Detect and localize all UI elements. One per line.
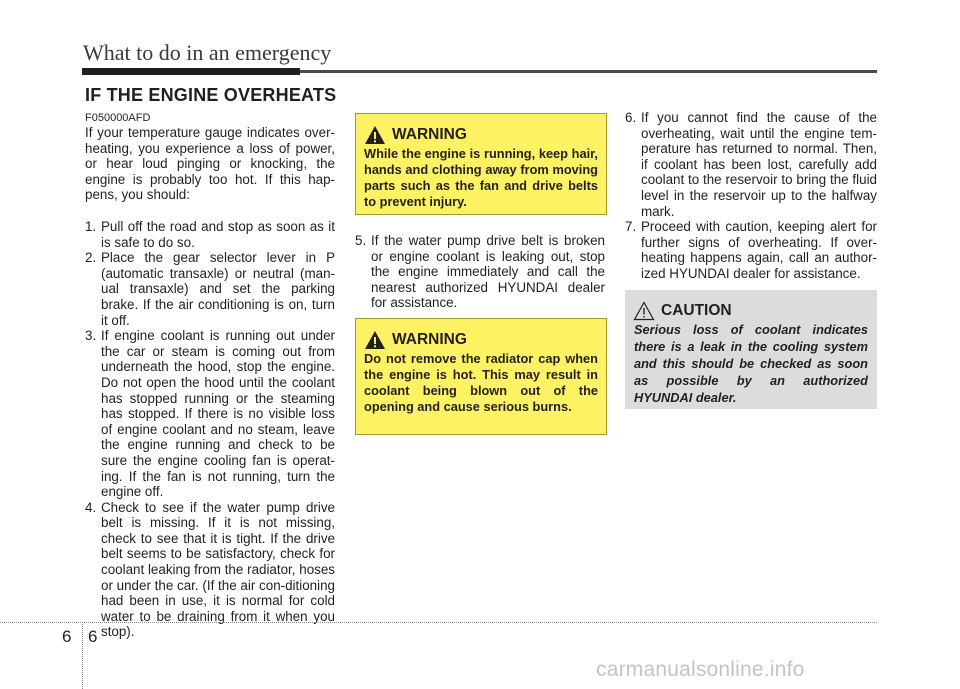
- caution-box: [625, 290, 877, 409]
- page-number: 6: [88, 627, 98, 646]
- steps-list-column-3: [625, 110, 877, 282]
- warning-header: [364, 124, 467, 146]
- step-number: 6.: [625, 110, 637, 125]
- warning-triangle-icon: [364, 125, 386, 145]
- step-number: 4.: [85, 499, 97, 515]
- step-text: Proceed with caution, keeping alert for further signs of overheating. If over-heating happens again, call an author-ized HYUNDAI dealer for assistance.: [641, 219, 877, 281]
- list-item: [85, 219, 335, 250]
- step-number: 3.: [85, 328, 97, 344]
- footer-rule: [0, 622, 877, 624]
- footer-divider: [82, 622, 84, 689]
- step-text: If engine coolant is running out under the car or steam is coming out from underneath the hood, stop the engine. Do not open the hood until the coolant has stopped running or the steaming has stopped. If there is no visible loss of engine coolant and no steam, leave the engine running and check to be sure the engine cooling fan is operat-ing. If the fan is not running, turn the engine off.: [101, 328, 335, 500]
- step-text: If the water pump drive belt is broken or engine coolant is leaking out, stop the engine immediately and call the nearest authorized HYUNDAI dealer for assistance.: [371, 233, 605, 311]
- list-item: [85, 328, 335, 500]
- caution-triangle-icon: [633, 301, 655, 321]
- step-text: Place the gear selector lever in P (automatic transaxle) or neutral (man-ual transaxle) and set the parking brake. If the air conditioning is on, turn it off.: [101, 250, 335, 328]
- caution-text: Serious loss of coolant indicates there is a leak in the cooling system and this should be checked as soon as possible by an authorized HYUNDAI dealer.: [634, 322, 868, 405]
- warning-box-radiator-cap: [355, 318, 607, 435]
- list-item: [625, 219, 877, 281]
- header-rule: [82, 70, 877, 73]
- step-text: Check to see if the water pump drive belt is missing. If it is not missing, check to see that it is tight. If the drive belt seems to be satisfactory, check for coolant leaking from the radiator, hoses or under the car. (If the air con-ditioning had been in use, it is normal for cold water to be draining from it when you stop).: [101, 499, 335, 640]
- warning-header: [364, 329, 467, 351]
- chapter-title: What to do in an emergency: [83, 40, 332, 65]
- list-item: [85, 500, 335, 640]
- intro-paragraph: If your temperature gauge indicates over-heating, you experience a loss of power, or hear loud pinging or knocking, the engine is probably too hot. If this hap-pens, you should:: [85, 125, 335, 203]
- warning-label: WARNING: [392, 331, 467, 348]
- step-number: 7.: [625, 219, 637, 235]
- chapter-number: 6: [62, 627, 72, 646]
- step-number: 5.: [355, 233, 367, 248]
- section-title: IF THE ENGINE OVERHEATS: [85, 85, 337, 105]
- warning-box-moving-parts: [355, 113, 607, 215]
- step-number: 1.: [85, 219, 97, 234]
- steps-list-column-1: [85, 219, 335, 640]
- warning-text: Do not remove the radiator cap when the engine is hot. This may result in coolant being blown out of the opening and cause serious burns.: [364, 351, 598, 414]
- watermark: carmanualsonline.info: [596, 658, 805, 681]
- list-item: [85, 250, 335, 328]
- warning-label: WARNING: [392, 126, 467, 143]
- warning-text: While the engine is running, keep hair, hands and clothing away from moving parts such as the fan and drive belts to prevent injury.: [364, 146, 598, 209]
- caution-label: CAUTION: [661, 302, 732, 319]
- document-code: F050000AFD: [85, 112, 151, 124]
- list-item: [625, 110, 877, 219]
- steps-list-column-2: [355, 233, 605, 311]
- step-text: If you cannot find the cause of the overheating, wait until the engine tem-perature has returned to normal. Then, if coolant has been lost, carefully add coolant to the reservoir to bring the fluid level in the reservoir up to the halfway mark.: [641, 110, 877, 219]
- step-text: Pull off the road and stop as soon as it is safe to do so.: [101, 219, 335, 250]
- list-item: [355, 233, 605, 311]
- caution-header: [633, 300, 732, 322]
- warning-triangle-icon: [364, 330, 386, 350]
- step-number: 2.: [85, 250, 97, 266]
